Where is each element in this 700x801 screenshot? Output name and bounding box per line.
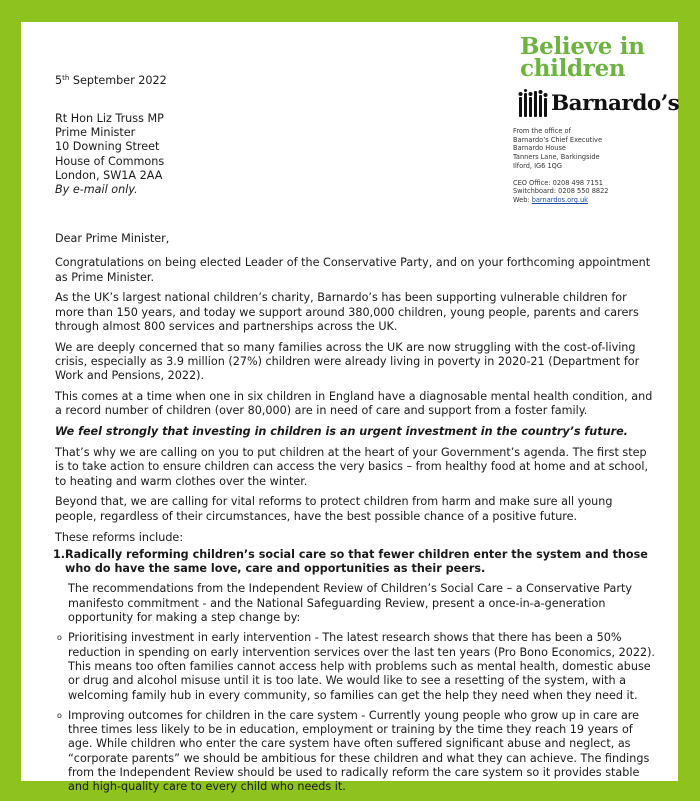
list-item-text: Prioritising investment in early intervention - The latest research shows that there has been a 50% reduction in spending on early intervention services over the last ten years (Pro Bono Economics, 2022). This means too often families cannot access help with problems such as mental health, domestic abuse or drug and alcohol misuse until it is too late. We would like to see a resetting of the system, with a welcoming family hub in every community, so families can get the help they need when they need it. xyxy=(68,631,655,702)
paragraph: Congratulations on being elected Leader of the Conservative Party, and on your forthcoming appointment as Prime Minister. xyxy=(55,256,651,284)
paragraph: This comes at a time when one in six children in England have a diagnosable mental health condition, and a record number of children (over 80,000) are in need of care and support from a foster family. xyxy=(55,390,653,418)
barnardos-logo xyxy=(518,87,679,117)
letter-page xyxy=(21,22,680,794)
office-line: Barnardo’s Chief Executive xyxy=(513,135,603,144)
reform-heading-text: Radically reforming children’s social care so that fewer children enter the system and those who do have the same love, care and opportunities as their peers. xyxy=(65,547,648,576)
reform-number: 1. xyxy=(53,547,66,561)
recipient-line: Prime Minister xyxy=(55,126,136,140)
letter-date xyxy=(55,74,167,87)
salutation: Dear Prime Minister, xyxy=(55,232,170,245)
web-line xyxy=(513,196,609,205)
reform-heading xyxy=(53,548,655,577)
date-rest: September 2022 xyxy=(69,74,167,87)
office-line: From the office of xyxy=(513,127,571,135)
recipient-line: Rt Hon Liz Truss MP xyxy=(55,112,164,125)
list-item xyxy=(57,709,655,795)
tagline-line-1: Believe in xyxy=(520,33,645,60)
barnardos-figures-logo-icon xyxy=(518,89,548,117)
letter-body xyxy=(55,232,655,801)
office-line: Tanners Lane, Barkingside xyxy=(513,153,600,162)
list-item-text: Improving outcomes for children in the care system - Currently young people who grow up in care are three times less likely to be in education, employment or training by the time they reach 19 years of age. While children who enter the care system have often suffered significant abuse and neglect, as “corporate parents” we should be ambitious for these children and what they can achieve. The findings from the Independent Review should be used to radically reform the care system so it provides stable and high-quality care to every child who needs it. xyxy=(68,708,650,794)
date-suffix: th xyxy=(62,74,70,82)
ceo-office-phone: CEO Office: 0208 498 7151 xyxy=(513,178,603,187)
brand-name: Barnardo’s xyxy=(551,91,680,116)
paragraph: Beyond that, we are calling for vital reforms to protect children from harm and make sure all young people, regardless of their circumstances, have the best possible chance of a positive future. xyxy=(55,495,613,523)
list-item xyxy=(57,631,655,702)
office-details xyxy=(513,127,609,205)
date-day: 5 xyxy=(55,74,63,87)
office-line: Ilford, IG6 1QG xyxy=(513,161,562,170)
recipient-line: House of Commons xyxy=(55,154,165,168)
website-link[interactable]: barnardos.org.uk xyxy=(531,195,588,204)
office-line: Barnardo House xyxy=(513,144,566,153)
bullet-marker: o xyxy=(57,710,62,720)
reform-intro-paragraph: The recommendations from the Independent Review of Children’s Social Care – a Conservative Party manifesto commitment - and the National Safeguarding Review, present a once-in-a-generation opportunity for making a step change by: xyxy=(68,582,632,625)
highlight-statement: We feel strongly that investing in children is an urgent investment in the country’s future. xyxy=(55,425,628,439)
delivery-note: By e-mail only. xyxy=(55,183,138,197)
paragraph: We are deeply concerned that so many families across the UK are now struggling with the cost-of-living crisis, especially as 3.9 million (27%) children were already living in poverty in 2020-21 (Department for Work and Pensions, 2022). xyxy=(55,340,640,383)
bullet-marker: o xyxy=(57,633,62,643)
recipient-line: London, SW1A 2AA xyxy=(55,168,163,182)
brand-tagline xyxy=(520,33,645,82)
paragraph: That’s why we are calling on you to put children at the heart of your Government’s agenda. The first step is to take action to ensure children can access the very basics – from healthy food at home and at school, to heating and warm clothes over the winter. xyxy=(55,446,648,488)
paragraph: As the UK’s largest national children’s charity, Barnardo’s has been supporting vulnerable children for more than 150 years, and today we support around 380,000 children, young people, parents and carers through almost 800 services and partnerships across the UK. xyxy=(55,291,639,333)
recipient-address xyxy=(55,112,164,197)
web-label: Web: xyxy=(513,195,532,204)
switchboard-phone: Switchboard: 0208 550 8822 xyxy=(513,187,609,196)
tagline-line-2: children xyxy=(520,55,626,82)
reforms-intro: These reforms include: xyxy=(55,530,184,544)
recipient-line: 10 Downing Street xyxy=(55,140,160,154)
